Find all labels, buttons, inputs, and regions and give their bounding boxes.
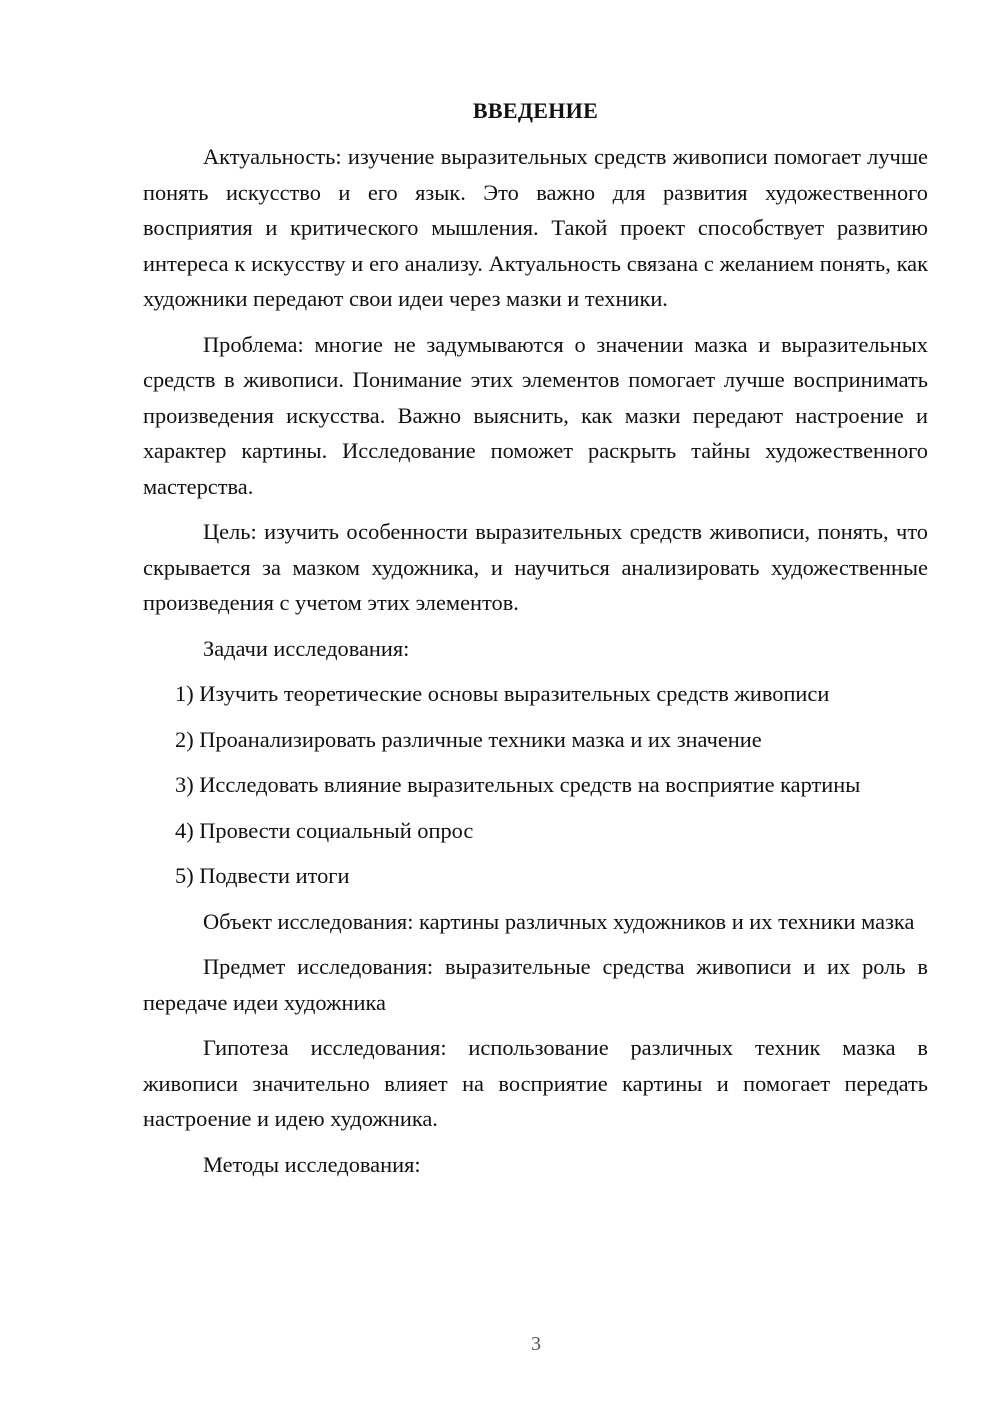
document-page	[143, 93, 928, 1182]
list-item-task-2: 2) Проанализировать различные техники мазка и их значение	[175, 726, 762, 752]
paragraph-object: Объект исследования: картины различных художников и их техники мазка	[203, 908, 915, 934]
paragraph-subject: Предмет исследования: выразительные средства живописи и их роль в передаче идеи художника	[143, 954, 928, 1015]
paragraph-goal: Цель: изучить особенности выразительных средств живописи, понять, что скрывается за мазком художника, и научиться анализировать художественные произведения с учетом этих элементов.	[143, 519, 928, 615]
paragraph-methods: Методы исследования:	[203, 1151, 421, 1177]
paragraph-relevance: Актуальность: изучение выразительных средств живописи помогает лучше понять искусство и его язык. Это важно для развития художественного восприятия и критического мышления. Такой проект способствует развитию интереса к искусству и его анализу. Актуальность связана с желанием понять, как художники передают свои идеи через мазки и техники.	[143, 144, 928, 311]
list-item-task-5: 5) Подвести итоги	[175, 863, 350, 888]
paragraph-tasks-heading: Задачи исследования:	[203, 635, 410, 661]
paragraph-hypothesis: Гипотеза исследования: использование различных техник мазка в живописи значительно влияет на восприятие картины и помогает передать настроение и идею художника.	[143, 1035, 928, 1131]
page-number: 3	[531, 1333, 541, 1355]
paragraph-problem: Проблема: многие не задумываются о значении мазка и выразительных средств в живописи. Понимание этих элементов помогает лучше воспринимать произведения искусства. Важно выяснить, как мазки передают настроение и характер картины. Исследование поможет раскрыть тайны художественного мастерства.	[143, 331, 928, 499]
page-title: ВВЕДЕНИЕ	[472, 98, 599, 123]
list-item-task-3: 3) Исследовать влияние выразительных средств на восприятие картины	[175, 772, 861, 797]
list-item-task-4: 4) Провести социальный опрос	[175, 817, 474, 843]
list-item-task-1: 1) Изучить теоретические основы выразительных средств живописи	[175, 681, 830, 706]
